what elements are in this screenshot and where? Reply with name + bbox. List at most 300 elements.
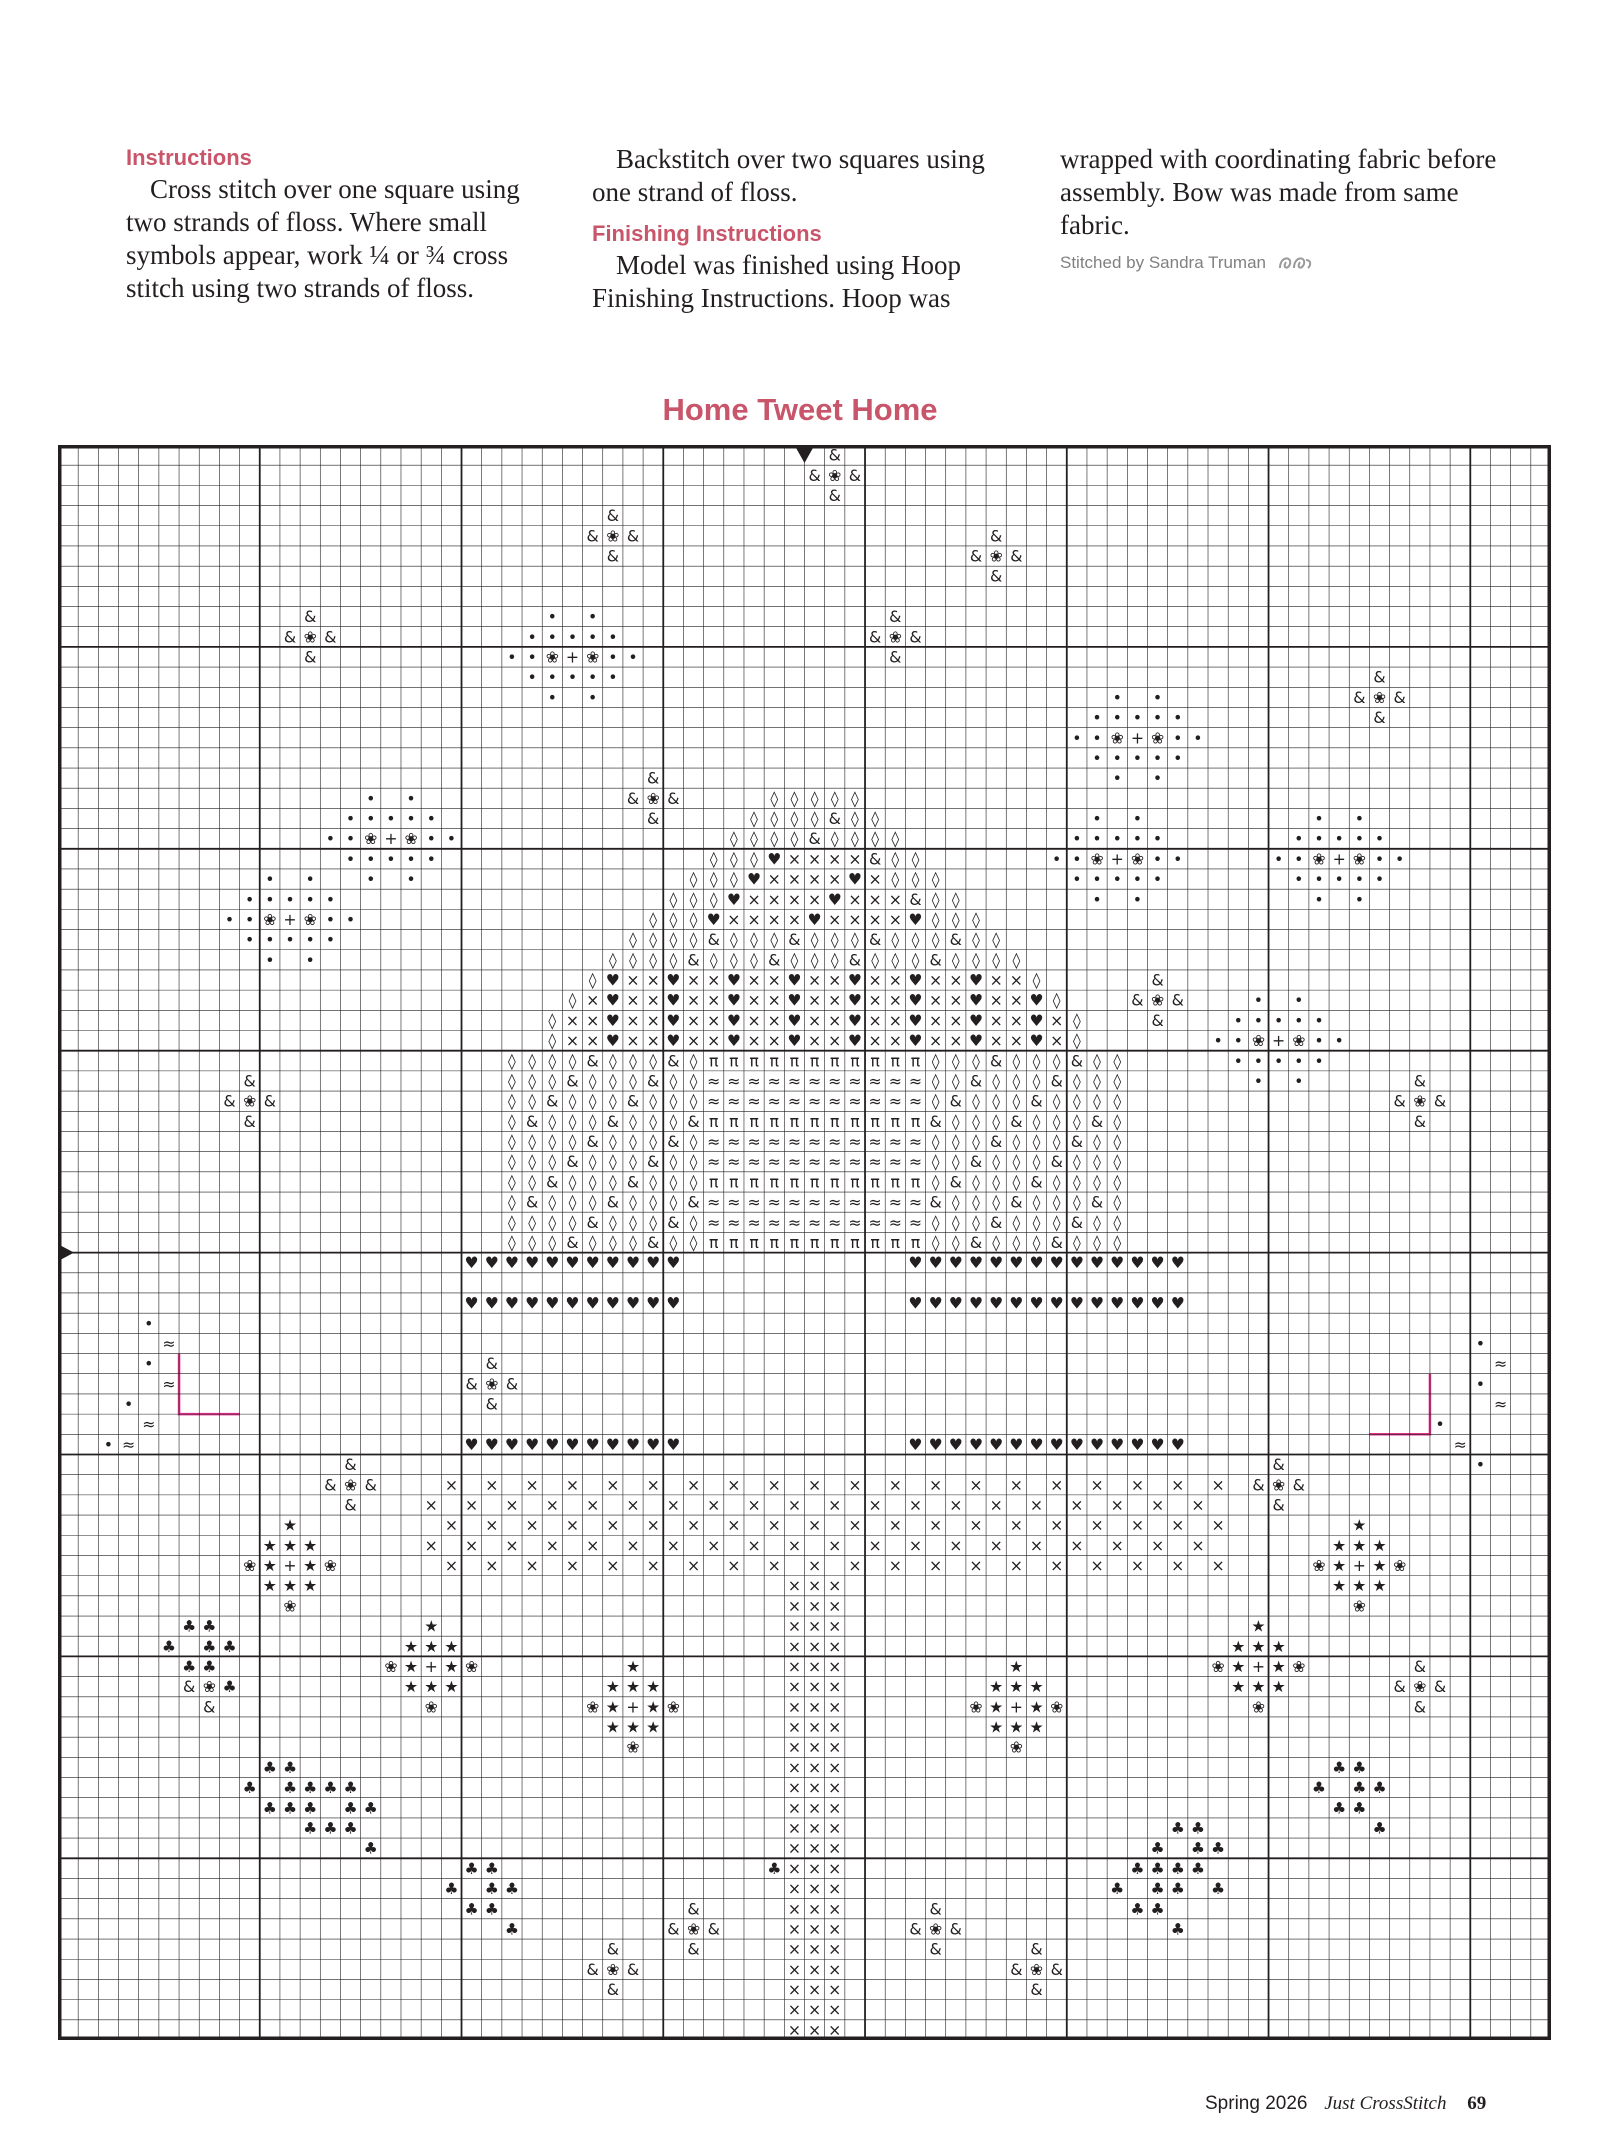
chart-symbol: π [910,1172,921,1192]
chart-symbol: & [566,1071,579,1091]
chart-symbol: ❀ [1372,687,1387,707]
chart-symbol: ◊ [649,1192,658,1212]
chart-symbol: & [949,930,962,950]
chart-symbol: × [606,1556,620,1576]
chart-symbol: ❀ [343,1475,358,1495]
chart-symbol: ◊ [951,1192,960,1212]
chart-symbol: × [908,1495,923,1515]
chart-symbol: ◊ [750,829,758,849]
chart-symbol: & [868,930,882,950]
chart-symbol: ♥ [666,1010,681,1030]
chart-symbol: × [485,1556,499,1576]
chart-symbol: × [868,869,882,889]
chart-symbol: ◊ [588,1192,597,1212]
chart-symbol: ◊ [1113,1152,1122,1172]
chart-symbol: ◊ [951,1132,960,1152]
chart-symbol: & [1373,708,1386,728]
chart-symbol: π [910,1233,921,1252]
chart-symbol: • [1132,889,1143,909]
chart-symbol: ♥ [1029,1434,1044,1454]
chart-symbol: • [1294,1010,1304,1030]
chart-symbol: ★ [424,1616,439,1636]
chart-symbol: & [606,1980,619,2000]
chart-symbol: ◊ [548,1132,557,1152]
chart-symbol: & [1090,1192,1104,1212]
chart-symbol: ❀ [1312,1556,1326,1576]
chart-symbol: ◊ [972,1091,980,1111]
chart-symbol: ◊ [810,788,819,808]
chart-symbol: π [749,1111,759,1131]
chart-symbol: × [1211,1475,1225,1495]
chart-symbol: • [1152,768,1163,788]
chart-symbol: π [890,1051,901,1071]
chart-symbol: • [547,667,557,687]
chart-symbol: × [545,1495,559,1515]
chart-symbol: & [647,1233,660,1252]
chart-symbol: ★ [262,1576,277,1596]
cross-stitch-instructions: Cross stitch over one square using two strands of floss. Where small symbols appear, work ¼ or ¾ cross stitch using two strands of floss. [126,174,520,303]
chart-symbol: × [787,1879,801,1899]
chart-symbol: ❀ [545,647,559,667]
chart-symbol: ◊ [568,1091,577,1111]
chart-symbol: × [707,990,721,1010]
chart-symbol: ◊ [931,909,940,929]
chart-symbol: ♥ [504,1293,519,1313]
chart-symbol: ❀ [465,1656,479,1676]
chart-symbol: ❀ [1312,849,1326,869]
chart-symbol: ♣ [182,1616,197,1636]
chart-symbol: ❀ [929,1919,943,1939]
chart-symbol: ◊ [1032,1111,1041,1131]
chart-symbol: ★ [989,1677,1004,1697]
chart-symbol: ❀ [323,1556,337,1576]
chart-symbol: ◊ [931,1233,940,1252]
chart-symbol: ♣ [1170,1919,1185,1939]
chart-symbol: ◊ [1052,1172,1061,1192]
chart-symbol: ❀ [1393,1556,1407,1576]
chart-symbol: × [929,970,943,990]
chart-symbol: ♣ [504,1879,519,1899]
chart-symbol: ≈ [868,1212,882,1232]
chart-symbol: ◊ [911,869,920,889]
chart-symbol: ❀ [1413,1091,1427,1111]
chart-symbol: × [666,1535,680,1555]
chart-symbol: ≈ [868,1071,882,1091]
chart-symbol: ♥ [464,1253,479,1273]
chart-symbol: × [787,1636,801,1656]
chart-symbol: • [285,889,295,909]
chart-symbol: ♥ [605,1253,620,1273]
chart-symbol: ♥ [908,1293,923,1313]
chart-symbol: ♥ [525,1434,540,1454]
chart-symbol: ♥ [928,1253,943,1273]
chart-symbol: ♣ [323,1818,338,1838]
chart-symbol: ◊ [891,950,900,970]
chart-symbol: • [325,930,336,950]
chart-symbol: ♥ [646,1434,661,1454]
finishing-text-part2: wrapped with coordinating fabric before assembly. Bow was made from same fabric. [1060,144,1497,240]
chart-symbol: ◊ [588,1071,597,1091]
chart-symbol: • [1334,829,1344,849]
chart-symbol: ◊ [931,1172,940,1192]
chart-symbol: × [565,1010,580,1030]
chart-symbol: × [808,970,822,990]
chart-symbol: & [707,930,720,950]
chart-symbol: π [749,1233,759,1252]
chart-symbol: • [123,1394,134,1414]
chart-symbol: × [808,1556,822,1576]
chart-symbol: ◊ [750,809,758,829]
chart-symbol: ♣ [282,1798,298,1818]
chart-symbol: • [305,889,315,909]
chart-symbol: & [949,1172,962,1192]
chart-symbol: ◊ [1113,1091,1122,1111]
chart-symbol: ◊ [1093,1091,1101,1111]
chart-symbol: ♥ [968,990,984,1010]
chart-symbol: ♥ [484,1253,499,1273]
chart-symbol: ◊ [528,1132,537,1152]
chart-symbol: × [808,2020,822,2040]
chart-symbol: & [909,627,922,647]
chart-symbol: • [265,950,275,970]
chart-symbol: × [606,1475,620,1495]
chart-symbol: ♥ [908,1253,923,1273]
chart-symbol: & [606,506,619,526]
chart-symbol: ≈ [727,1091,741,1111]
chart-symbol: • [1294,869,1304,889]
chart-symbol: × [1150,1535,1165,1555]
chart-symbol: × [808,1475,822,1495]
chart-symbol: ♥ [1029,1031,1044,1051]
chart-symbol: ≈ [787,1212,801,1232]
chart-symbol: ♣ [1372,1778,1387,1798]
chart-symbol: ◊ [608,1233,617,1252]
chart-grid-svg [58,445,1551,2040]
chart-symbol: π [708,1172,719,1192]
chart-symbol: ❀ [364,829,378,849]
chart-symbol: ♥ [807,909,822,929]
chart-symbol: × [1009,1031,1023,1051]
chart-symbol: × [787,1495,801,1515]
chart-symbol: & [929,1192,942,1212]
chart-symbol: ◊ [931,1212,940,1232]
chart-symbol: × [828,1737,842,1757]
chart-symbol: × [808,1636,822,1656]
chart-symbol: ★ [1251,1636,1266,1656]
chart-symbol: ❀ [686,1919,701,1939]
chart-symbol: × [465,1535,479,1555]
chart-symbol: × [787,869,801,889]
chart-symbol: & [1272,1455,1285,1475]
chart-symbol: & [687,1899,700,1919]
chart-symbol: ◊ [608,1172,617,1192]
chart-symbol: • [1314,1051,1324,1071]
chart-symbol: ◊ [931,1152,940,1172]
chart-symbol: ♥ [1009,1293,1024,1313]
chart-symbol: ♥ [1069,1293,1084,1313]
chart-symbol: • [1092,809,1102,829]
chart-symbol: × [808,1980,822,2000]
chart-symbol: ◊ [951,950,960,970]
chart-symbol: × [1211,1556,1225,1576]
chart-symbol: × [707,970,721,990]
chart-symbol: ◊ [669,1152,678,1172]
chart-symbol: ★ [1352,1515,1367,1535]
chart-symbol: & [525,1111,539,1131]
chart-symbol: ♥ [605,1010,620,1030]
chart-symbol: ♥ [1150,1253,1165,1273]
chart-symbol: ♣ [1130,1858,1145,1878]
chart-symbol: π [870,1051,880,1071]
chart-symbol: × [707,1010,721,1030]
chart-symbol: ★ [1372,1556,1387,1576]
chart-symbol: ≈ [888,1212,902,1232]
chart-symbol: ≈ [828,1091,842,1111]
chart-symbol: × [1211,1515,1225,1535]
chart-symbol: • [1092,829,1102,849]
chart-symbol: & [1252,1475,1265,1495]
chart-symbol: ♣ [767,1858,782,1878]
chart-symbol: ◊ [1072,1192,1081,1212]
chart-symbol: & [687,1111,700,1131]
chart-symbol: • [345,829,356,849]
chart-symbol: • [1072,728,1082,748]
chart-symbol: • [1294,829,1304,849]
chart-symbol: & [990,1212,1003,1232]
chart-symbol: & [647,1152,660,1172]
chart-symbol: ♥ [666,990,681,1010]
chart-symbol: • [1273,1051,1284,1071]
chart-symbol: ♥ [989,1434,1004,1454]
chart-symbol: ◊ [891,829,900,849]
chart-symbol: × [1191,1495,1205,1515]
chart-symbol: ◊ [629,1051,637,1071]
chart-symbol: ♥ [545,1434,560,1454]
chart-symbol: ≈ [747,1212,761,1232]
chart-symbol: × [646,1515,660,1535]
chart-symbol: ♣ [1372,1818,1387,1838]
chart-symbol: × [626,970,640,990]
chart-symbol: ◊ [629,1192,637,1212]
chart-symbol: ★ [1029,1697,1044,1717]
chart-symbol: & [1030,1980,1043,2000]
chart-symbol: × [828,1798,842,1818]
chart-symbol: × [1090,1556,1104,1576]
chart-symbol: ◊ [568,1111,577,1131]
chart-symbol: ◊ [871,950,880,970]
chart-symbol: × [828,2020,842,2040]
chart-symbol: & [183,1677,196,1697]
chart-symbol: • [325,829,336,849]
chart-symbol: ★ [444,1656,459,1676]
chart-symbol: • [1354,869,1364,889]
chart-symbol: ★ [1029,1677,1044,1697]
chart-symbol: ♥ [1130,1293,1145,1313]
chart-symbol: × [828,849,842,869]
chart-symbol: × [505,1535,519,1555]
chart-symbol: ◊ [851,829,859,849]
chart-symbol: & [626,788,640,808]
chart-symbol: ◊ [1093,1051,1101,1071]
chart-symbol: × [646,1031,660,1051]
chart-symbol: ◊ [1032,1051,1041,1071]
chart-symbol: ♥ [1049,1434,1064,1454]
chart-symbol: ≈ [828,1071,842,1091]
chart-symbol: π [809,1111,820,1131]
chart-symbol: × [565,1475,580,1495]
chart-symbol: × [1029,1535,1044,1555]
chart-symbol: & [606,546,619,566]
chart-symbol: × [1090,1475,1104,1495]
chart-symbol: & [324,1475,337,1495]
chart-symbol: ❀ [1110,728,1124,748]
chart-symbol: π [708,1233,719,1252]
chart-symbol: × [828,1717,842,1737]
chart-symbol: × [767,889,781,909]
chart-symbol: ◊ [508,1132,516,1152]
chart-symbol: ❀ [1292,1656,1306,1676]
chart-symbol: • [406,849,416,869]
chart-symbol: ≈ [888,1091,902,1111]
chart-symbol: ♣ [222,1636,237,1656]
chart-symbol: ◊ [669,1192,678,1212]
chart-symbol: × [646,970,660,990]
chart-symbol: × [787,1757,801,1777]
chart-symbol: • [608,667,618,687]
chart-symbol: ♥ [1029,1253,1044,1273]
chart-symbol: + [1130,728,1144,748]
chart-symbol: ♥ [1049,1253,1064,1273]
chart-symbol: + [626,1697,640,1717]
chart-symbol: ◊ [669,1172,678,1192]
chart-symbol: ♥ [847,1031,862,1051]
chart-symbol: • [1314,1031,1324,1051]
chart-symbol: × [989,1010,1003,1030]
chart-symbol: ♥ [504,1253,519,1273]
chart-symbol: & [667,1051,680,1071]
chart-symbol: ★ [646,1677,661,1697]
chart-symbol: × [828,1656,842,1676]
chart-symbol: π [769,1172,779,1192]
chart-symbol: ♥ [605,1293,620,1313]
chart-symbol: ❀ [1090,849,1104,869]
chart-symbol: ♥ [1170,1293,1185,1313]
chart-symbol: × [828,2000,842,2020]
chart-symbol: ◊ [972,1172,980,1192]
chart-symbol: ◊ [689,1051,698,1071]
chart-symbol: • [426,829,436,849]
chart-symbol: ★ [625,1677,641,1697]
chart-symbol: ◊ [931,889,940,909]
chart-symbol: ≈ [767,1192,781,1212]
chart-symbol: ◊ [669,1071,678,1091]
chart-symbol: ★ [262,1535,277,1555]
chart-symbol: ❀ [606,526,620,546]
chart-symbol: π [789,1111,800,1131]
chart-symbol: ≈ [747,1152,761,1172]
chart-symbol: π [890,1172,901,1192]
chart-symbol: • [1132,829,1143,849]
chart-symbol: × [767,1556,781,1576]
chart-symbol: ♥ [605,1031,620,1051]
chart-symbol: ★ [1009,1677,1024,1697]
finishing-heading: Finishing Instructions [592,221,822,246]
chart-symbol: × [626,990,640,1010]
chart-symbol: ≈ [808,1091,822,1111]
chart-symbol: ★ [1332,1535,1347,1555]
chart-symbol: ♥ [968,970,984,990]
chart-symbol: • [325,889,336,909]
chart-symbol: ♣ [1170,1858,1185,1878]
chart-symbol: ♥ [545,1293,560,1313]
chart-symbol: ◊ [972,930,980,950]
chart-symbol: × [808,1576,822,1596]
chart-symbol: × [787,849,801,869]
chart-symbol: ≈ [868,1192,882,1212]
chart-symbol: × [787,1858,801,1878]
chart-symbol: ◊ [770,930,779,950]
chart-symbol: & [1050,1233,1063,1252]
chart-symbol: ♥ [666,1253,681,1273]
chart-symbol: ♥ [968,1010,984,1030]
chart-symbol: & [1070,1132,1084,1152]
chart-symbol: × [787,1939,801,1959]
chart-symbol: × [808,1939,822,1959]
chart-symbol: & [465,1374,478,1394]
chart-symbol: ◊ [750,930,758,950]
chart-symbol: • [144,1354,154,1374]
chart-symbol: ♥ [908,970,923,990]
chart-symbol: × [828,1677,842,1697]
chart-symbol: × [868,1031,882,1051]
chart-symbol: ◊ [508,1233,516,1252]
chart-symbol: × [1130,1515,1144,1535]
chart-symbol: × [727,1556,741,1576]
chart-symbol: ★ [1251,1677,1266,1697]
chart-symbol: ♥ [948,1293,963,1313]
chart-symbol: ★ [262,1556,277,1576]
chart-symbol: ≈ [1453,1434,1467,1454]
chart-symbol: × [707,1495,721,1515]
chart-symbol: ◊ [931,930,940,950]
chart-symbol: ◊ [689,1091,698,1111]
chart-symbol: × [828,1596,842,1616]
chart-symbol: ♥ [908,1031,923,1051]
chart-symbol: • [1314,829,1324,849]
chart-symbol: ♥ [585,1253,600,1273]
chart-symbol: ♥ [1170,1253,1185,1273]
chart-symbol: & [929,1899,942,1919]
chart-symbol: ◊ [871,829,880,849]
chart-symbol: × [787,1838,801,1858]
chart-symbol: ♥ [1069,1253,1084,1273]
chart-symbol: ◊ [649,909,658,929]
chart-symbol: ★ [282,1535,298,1555]
chart-symbol: × [808,889,822,909]
chart-symbol: & [667,788,680,808]
chart-symbol: ♥ [827,889,842,909]
chart-symbol: • [567,627,578,647]
chart-symbol: ◊ [568,1132,577,1152]
chart-symbol: ◊ [669,1111,678,1131]
chart-symbol: ◊ [568,1212,577,1232]
chart-symbol: × [787,1596,801,1616]
chart-symbol: ≈ [848,1071,862,1091]
chart-symbol: • [1354,889,1364,909]
chart-symbol: ◊ [851,930,859,950]
chart-symbol: ★ [424,1636,439,1656]
chart-symbol: ♣ [262,1757,277,1777]
